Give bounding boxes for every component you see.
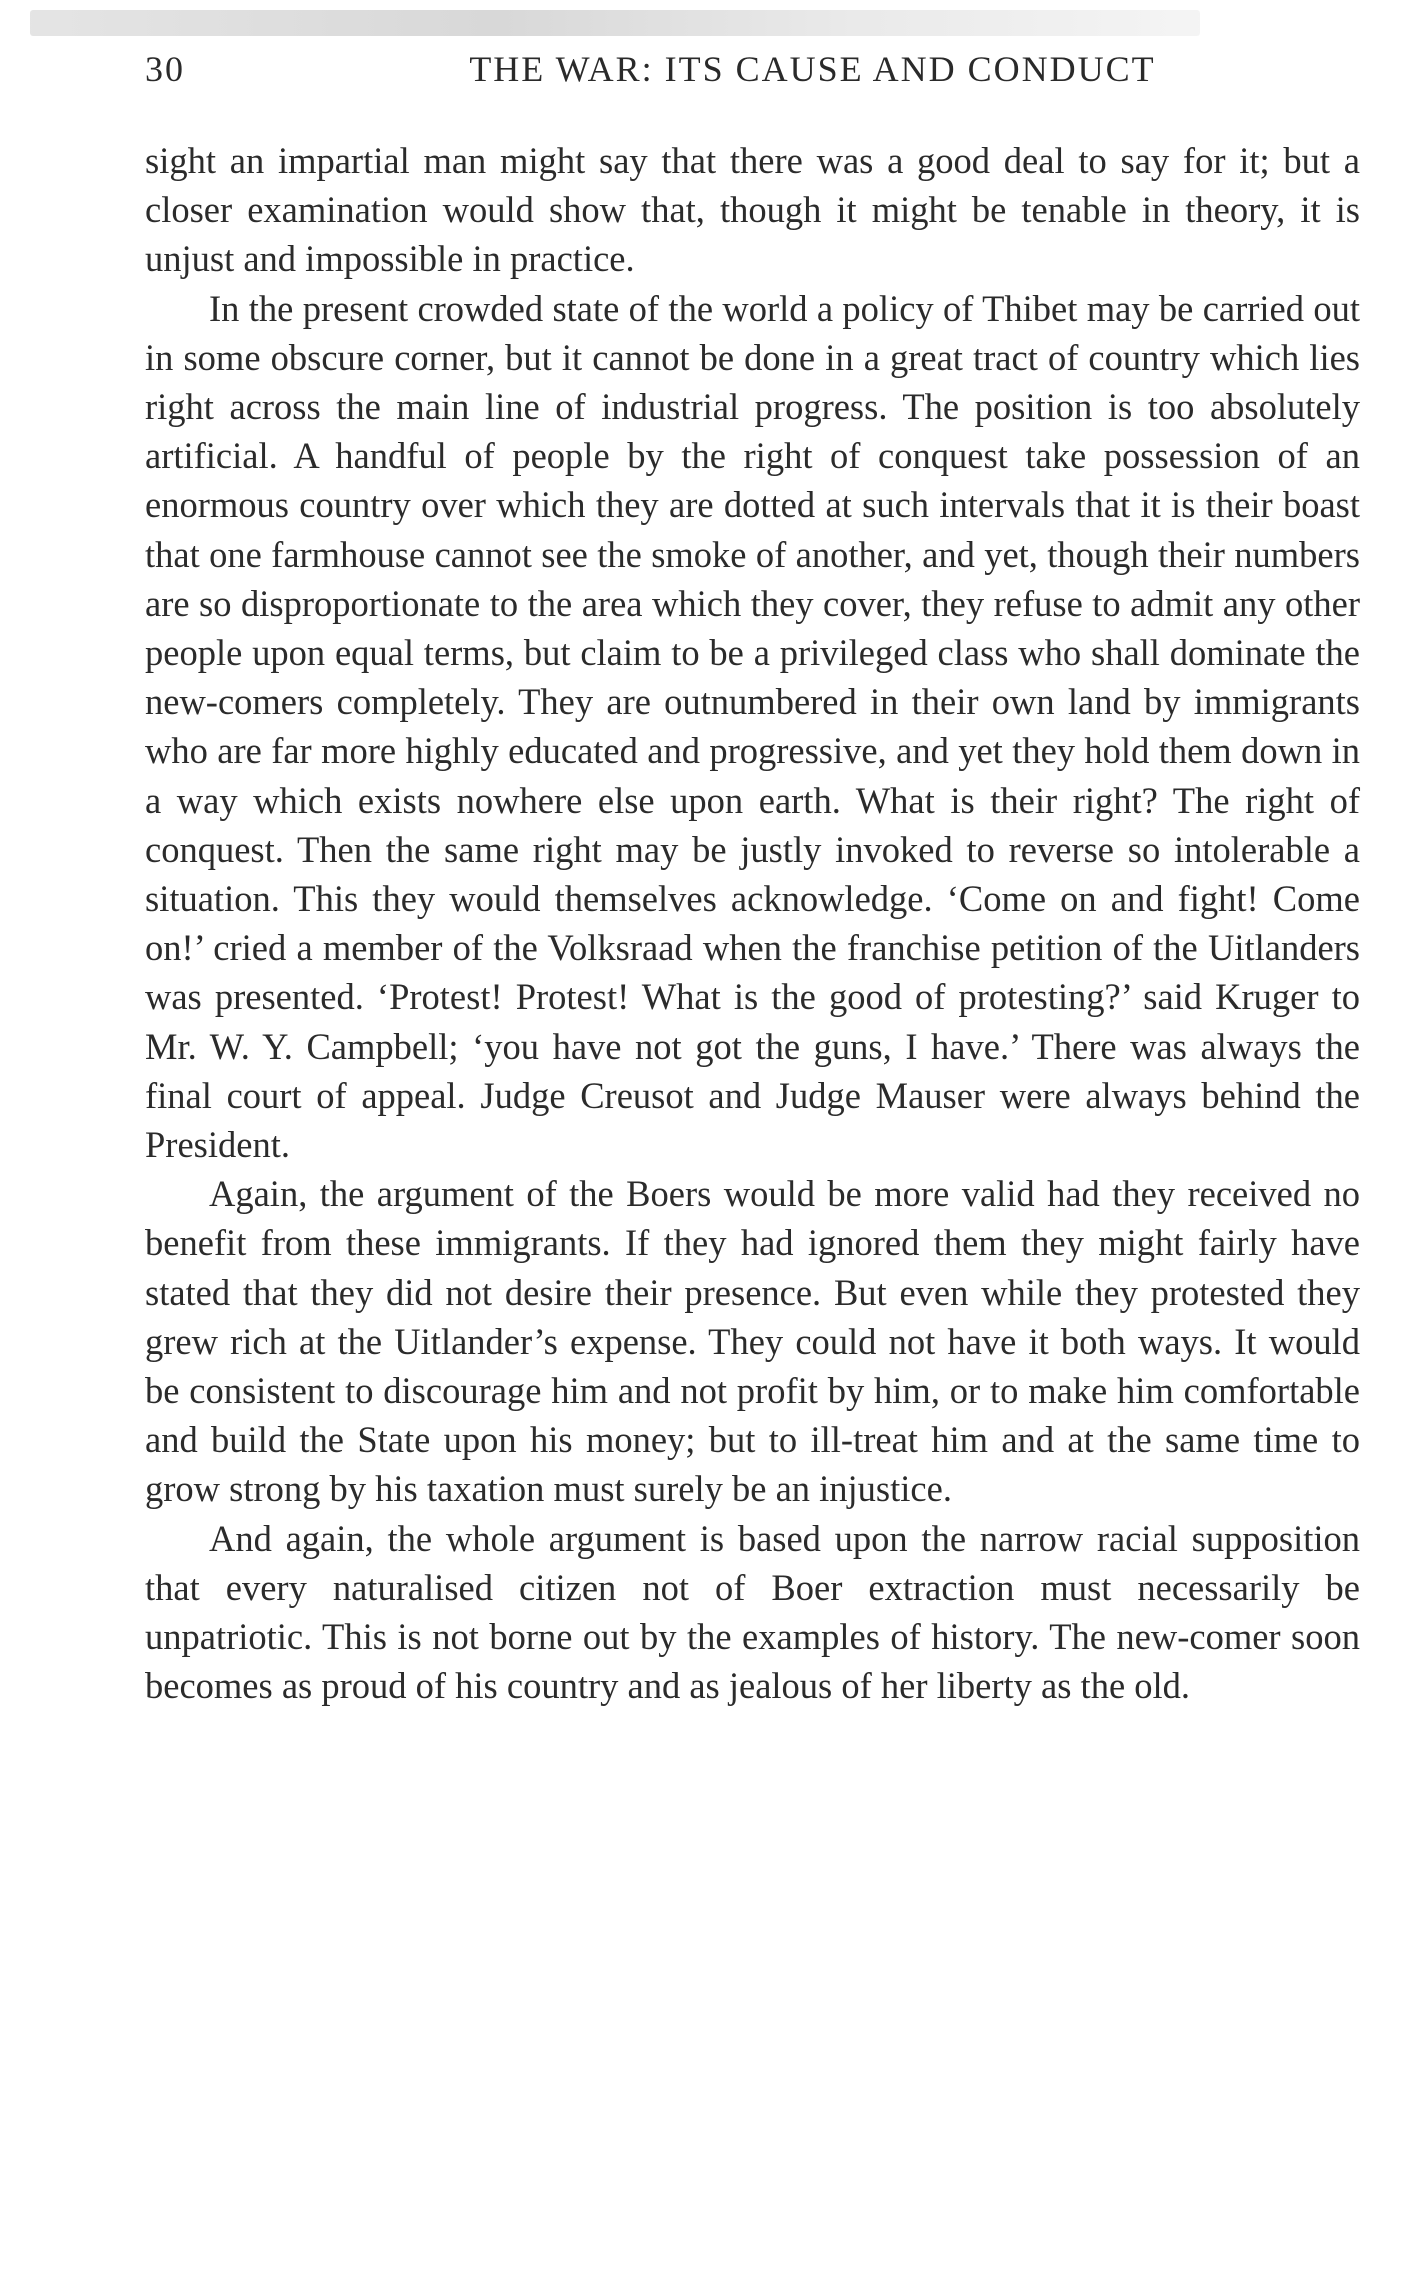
paragraph-continuation: sight an impartial man might say that there was a good deal to say for it; but a closer examination would show that, though it might be tenable in theory, it is unjust and impossible in practice.	[145, 140, 1360, 280]
body-text	[145, 136, 1360, 1711]
paragraph-racial-supposition: And again, the whole argument is based upon the narrow racial supposition that every naturalised citizen not of Boer extraction must necessarily be unpatriotic. This is not borne out by the examples of history. The new-comer soon becomes as proud of his country and as jealous of her liberty as the old.	[145, 1517, 1360, 1707]
running-title: THE WAR: ITS CAUSE AND CONDUCT	[469, 49, 1156, 89]
page-number: 30	[145, 49, 185, 89]
scan-smudge	[30, 10, 1200, 36]
running-head	[145, 48, 1360, 108]
paragraph-immigrant-benefit: Again, the argument of the Boers would be more valid had they received no benefit from these immigrants. If they had ignored them they might fairly have stated that they did not desire their presence. But even while they protested they grew rich at the Uitlander’s expense. They could not have it both ways. It would be consistent to discourage him and not profit by him, or to make him comfortable and build the State upon his money; but to ill-treat him and at the same time to grow strong by his taxation must surely be an injustice.	[145, 1173, 1360, 1510]
book-page	[145, 48, 1360, 1711]
paragraph-thibet-policy: In the present crowded state of the world a policy of Thibet may be carried out in some obscure corner, but it cannot be done in a great tract of country which lies right across the main line of industrial progress. The position is too absolutely artificial. A handful of people by the right of conquest take possession of an enormous country over which they are dotted at such intervals that it is their boast that one farmhouse cannot see the smoke of another, and yet, though their numbers are so disproportionate to the area which they cover, they refuse to admit any other people upon equal terms, but claim to be a privileged class who shall dominate the new-comers completely. They are outnumbered in their own land by immigrants who are far more highly educated and progressive, and yet they hold them down in a way which exists nowhere else upon earth. What is their right? The right of conquest. Then the same right may be justly invoked to reverse so intolerable a situation. This they would themselves acknowledge. ‘Come on and fight! Come on!’ cried a member of the Volksraad when the franchise petition of the Uitlanders was presented. ‘Protest! Protest! What is the good of protesting?’ said Kruger to Mr. W. Y. Campbell; ‘you have not got the guns, I have.’ There was always the final court of appeal. Judge Creusot and Judge Mauser were always behind the President.	[145, 287, 1360, 1166]
